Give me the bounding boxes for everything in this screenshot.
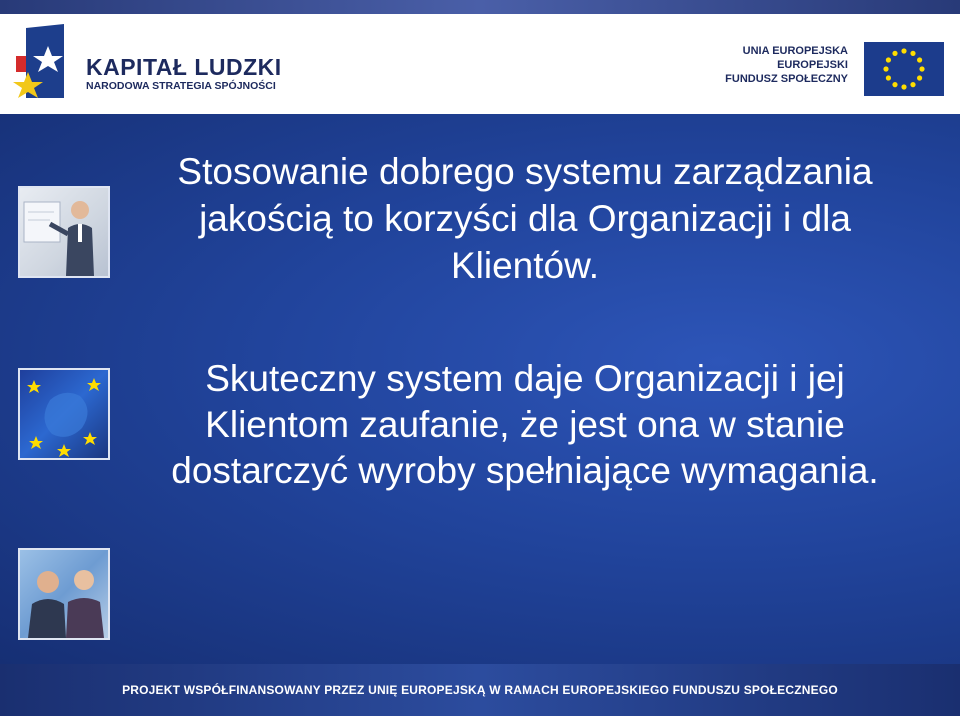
- footer-text: PROJEKT WSPÓŁFINANSOWANY PRZEZ UNIĘ EUROPEJSKĄ W RAMACH EUROPEJSKIEGO FUNDUSZU SPOŁECZNEGO: [122, 683, 838, 697]
- eu-map-photo: [18, 368, 110, 460]
- slide-title: Stosowanie dobrego systemu zarządzania jakością to korzyści dla Organizacji i dla Klientów.: [177, 151, 873, 286]
- header: [0, 14, 960, 114]
- presenter-icon: [20, 188, 108, 276]
- slide-body-text: Skuteczny system daje Organizacji i jej Klientom zaufanie, że jest ona w stanie dostarczyć wyroby spełniające wymagania.: [171, 358, 879, 491]
- kapital-ludzki-logo-icon: [8, 22, 68, 102]
- top-stripe: [0, 0, 960, 14]
- eu-flag-icon: [864, 42, 944, 96]
- eu-line-3: FUNDUSZ SPOŁECZNY: [725, 73, 848, 85]
- footer-bar: [0, 664, 960, 716]
- slide-body: [0, 114, 960, 664]
- eu-fund-label: [725, 44, 848, 86]
- eu-map-stars-icon: [20, 370, 108, 458]
- business-people-photo: [18, 548, 110, 640]
- business-people-icon: [20, 550, 108, 638]
- kapital-ludzki-subtitle: NARODOWA STRATEGIA SPÓJNOŚCI: [86, 80, 276, 92]
- eu-line-2: EUROPEJSKI: [777, 59, 848, 71]
- eu-line-1: UNIA EUROPEJSKA: [742, 45, 848, 57]
- presentation-photo: [18, 186, 110, 278]
- kapital-ludzki-title: KAPITAŁ LUDZKI: [86, 54, 282, 80]
